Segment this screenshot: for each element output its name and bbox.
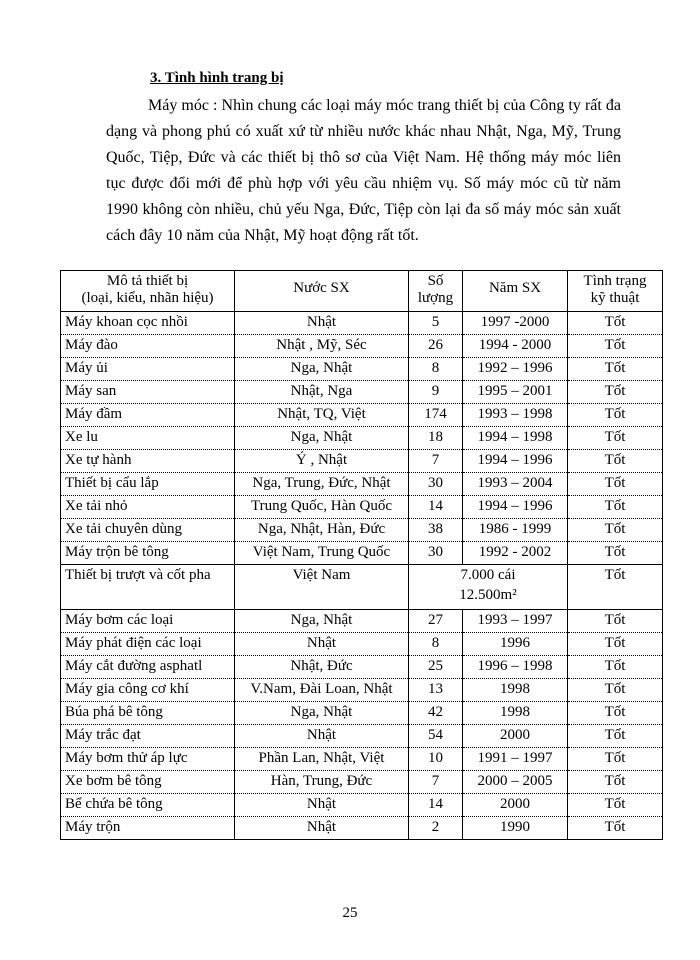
cell-country: Nga, Nhật xyxy=(235,610,409,633)
table-row xyxy=(61,794,663,817)
cell-description: Máy ủi xyxy=(61,358,235,381)
table-row xyxy=(61,542,663,565)
cell-year: 1993 – 1997 xyxy=(463,610,568,633)
header-year: Năm SX xyxy=(463,271,568,312)
table-row xyxy=(61,771,663,794)
header-status: Tình trạng kỹ thuật xyxy=(568,271,663,312)
cell-year: 1994 – 1996 xyxy=(463,496,568,519)
cell-country: Nga, Nhật xyxy=(235,427,409,450)
cell-country: Nhật, Đức xyxy=(235,656,409,679)
table-row xyxy=(61,404,663,427)
table-row xyxy=(61,496,663,519)
cell-status: Tốt xyxy=(568,656,663,679)
cell-country: Việt Nam, Trung Quốc xyxy=(235,542,409,565)
cell-year: 2000 xyxy=(463,725,568,748)
cell-country: Nga, Nhật xyxy=(235,702,409,725)
table-row-special xyxy=(61,565,663,610)
table-row xyxy=(61,610,663,633)
cell-country: Nhật xyxy=(235,633,409,656)
table-row xyxy=(61,381,663,404)
cell-quantity: 8 xyxy=(409,633,463,656)
cell-country: Trung Quốc, Hàn Quốc xyxy=(235,496,409,519)
cell-description: Máy phát điện các loại xyxy=(61,633,235,656)
cell-year: 1994 – 1996 xyxy=(463,450,568,473)
table-row xyxy=(61,358,663,381)
header-quantity: Số lượng xyxy=(409,271,463,312)
cell-country: Nga, Nhật xyxy=(235,358,409,381)
section-heading: 3. Tình hình trang bị xyxy=(150,70,284,86)
table-row xyxy=(61,679,663,702)
table-row xyxy=(61,473,663,496)
cell-year: 1996 xyxy=(463,633,568,656)
table-row xyxy=(61,748,663,771)
cell-quantity: 14 xyxy=(409,794,463,817)
cell-country: Nhật xyxy=(235,817,409,840)
cell-description: Máy đào xyxy=(61,335,235,358)
cell-country: Nhật, TQ, Việt xyxy=(235,404,409,427)
cell-status: Tốt xyxy=(568,450,663,473)
table-row xyxy=(61,519,663,542)
cell-year: 1995 – 2001 xyxy=(463,381,568,404)
cell-description: Xe tự hành xyxy=(61,450,235,473)
cell-description: Máy san xyxy=(61,381,235,404)
table-row xyxy=(61,817,663,840)
cell-country: V.Nam, Đài Loan, Nhật xyxy=(235,679,409,702)
header-country: Nước SX xyxy=(235,271,409,312)
cell-year: 2000 xyxy=(463,794,568,817)
cell-status: Tốt xyxy=(568,771,663,794)
cell-country: Hàn, Trung, Đức xyxy=(235,771,409,794)
cell-description: Máy đầm xyxy=(61,404,235,427)
cell-country: Nhật xyxy=(235,794,409,817)
cell-description: Xe bơm bê tông xyxy=(61,771,235,794)
cell-year: 1993 – 2004 xyxy=(463,473,568,496)
cell-year: 1993 – 1998 xyxy=(463,404,568,427)
cell-status: Tốt xyxy=(568,519,663,542)
cell-status: Tốt xyxy=(568,473,663,496)
cell-quantity: 13 xyxy=(409,679,463,702)
cell-quantity: 18 xyxy=(409,427,463,450)
cell-quantity: 9 xyxy=(409,381,463,404)
cell-quantity: 7 xyxy=(409,450,463,473)
table-row xyxy=(61,656,663,679)
cell-status: Tốt xyxy=(568,496,663,519)
cell-year: 1986 - 1999 xyxy=(463,519,568,542)
cell-status: Tốt xyxy=(568,542,663,565)
cell-country: Việt Nam xyxy=(235,565,409,610)
cell-status: Tốt xyxy=(568,679,663,702)
cell-year: 1998 xyxy=(463,702,568,725)
cell-status: Tốt xyxy=(568,610,663,633)
cell-status: Tốt xyxy=(568,404,663,427)
table-row xyxy=(61,427,663,450)
cell-status: Tốt xyxy=(568,725,663,748)
cell-country: Nga, Nhật, Hàn, Đức xyxy=(235,519,409,542)
cell-quantity: 10 xyxy=(409,748,463,771)
table-header-row xyxy=(61,271,663,312)
cell-country: Nhật xyxy=(235,312,409,335)
cell-status: Tốt xyxy=(568,335,663,358)
table-row xyxy=(61,702,663,725)
cell-status: Tốt xyxy=(568,633,663,656)
cell-status: Tốt xyxy=(568,794,663,817)
table-row xyxy=(61,633,663,656)
cell-quantity: 174 xyxy=(409,404,463,427)
cell-year: 1994 - 2000 xyxy=(463,335,568,358)
cell-country: Nhật , Mỹ, Séc xyxy=(235,335,409,358)
cell-year: 1991 – 1997 xyxy=(463,748,568,771)
cell-year: 1992 - 2002 xyxy=(463,542,568,565)
cell-status: Tốt xyxy=(568,427,663,450)
cell-quantity: 38 xyxy=(409,519,463,542)
cell-description: Xe tải nhỏ xyxy=(61,496,235,519)
cell-quantity: 30 xyxy=(409,542,463,565)
cell-year: 1992 – 1996 xyxy=(463,358,568,381)
cell-quantity: 14 xyxy=(409,496,463,519)
cell-country: Ý , Nhật xyxy=(235,450,409,473)
cell-description: Bể chứa bê tông xyxy=(61,794,235,817)
cell-description: Búa phá bê tông xyxy=(61,702,235,725)
table-row xyxy=(61,725,663,748)
cell-description: Máy bơm thử áp lực xyxy=(61,748,235,771)
cell-year: 1996 – 1998 xyxy=(463,656,568,679)
table-row xyxy=(61,312,663,335)
cell-quantity: 25 xyxy=(409,656,463,679)
cell-year: 2000 – 2005 xyxy=(463,771,568,794)
table-row xyxy=(61,450,663,473)
cell-description: Máy cắt đường asphatl xyxy=(61,656,235,679)
cell-description: Máy trắc đạt xyxy=(61,725,235,748)
cell-status: Tốt xyxy=(568,748,663,771)
cell-description: Thiết bị cẩu lắp xyxy=(61,473,235,496)
cell-description: Máy bơm các loại xyxy=(61,610,235,633)
cell-status: Tốt xyxy=(568,702,663,725)
cell-description: Máy trộn bê tông xyxy=(61,542,235,565)
cell-year: 1994 – 1998 xyxy=(463,427,568,450)
table-row xyxy=(61,335,663,358)
cell-quantity: 5 xyxy=(409,312,463,335)
equipment-table xyxy=(60,270,663,840)
cell-quantity: 27 xyxy=(409,610,463,633)
cell-status: Tốt xyxy=(568,358,663,381)
cell-quantity-merged: 7.000 cái 12.500m² xyxy=(409,565,568,610)
cell-description: Thiết bị trượt và cốt pha xyxy=(61,565,235,610)
cell-country: Nhật xyxy=(235,725,409,748)
cell-year: 1998 xyxy=(463,679,568,702)
page-number: 25 xyxy=(342,905,358,921)
cell-year: 1990 xyxy=(463,817,568,840)
cell-country: Phần Lan, Nhật, Việt xyxy=(235,748,409,771)
header-description: Mô tả thiết bị (loại, kiểu, nhãn hiệu) xyxy=(61,271,235,312)
cell-quantity: 7 xyxy=(409,771,463,794)
cell-country: Nhật, Nga xyxy=(235,381,409,404)
cell-quantity: 26 xyxy=(409,335,463,358)
cell-year: 1997 -2000 xyxy=(463,312,568,335)
cell-description: Máy khoan cọc nhồi xyxy=(61,312,235,335)
cell-description: Máy gia công cơ khí xyxy=(61,679,235,702)
cell-description: Xe lu xyxy=(61,427,235,450)
cell-status: Tốt xyxy=(568,381,663,404)
cell-quantity: 2 xyxy=(409,817,463,840)
intro-paragraph: Máy móc : Nhìn chung các loại máy móc trang thiết bị của Công ty rất đa dạng và phong phú có xuất xứ từ nhiều nước khác nhau Nhật, Nga, Mỹ, Trung Quốc, Tiệp, Đức và các thiết bị thô sơ của Việt Nam. Hệ thống máy móc liên tục được đổi mới để phù hợp với yêu cầu nhiệm vụ. Số máy móc cũ từ năm 1990 không còn nhiều, chủ yếu Nga, Đức, Tiệp còn lại đa số máy móc sản xuất cách đây 10 năm của Nhật, Mỹ hoạt động rất tốt. xyxy=(106,97,621,244)
cell-quantity: 30 xyxy=(409,473,463,496)
cell-country: Nga, Trung, Đức, Nhật xyxy=(235,473,409,496)
cell-quantity: 54 xyxy=(409,725,463,748)
cell-status: Tốt xyxy=(568,817,663,840)
cell-status: Tốt xyxy=(568,565,663,610)
cell-description: Xe tải chuyên dùng xyxy=(61,519,235,542)
cell-status: Tốt xyxy=(568,312,663,335)
cell-quantity: 42 xyxy=(409,702,463,725)
cell-quantity: 8 xyxy=(409,358,463,381)
cell-description: Máy trộn xyxy=(61,817,235,840)
